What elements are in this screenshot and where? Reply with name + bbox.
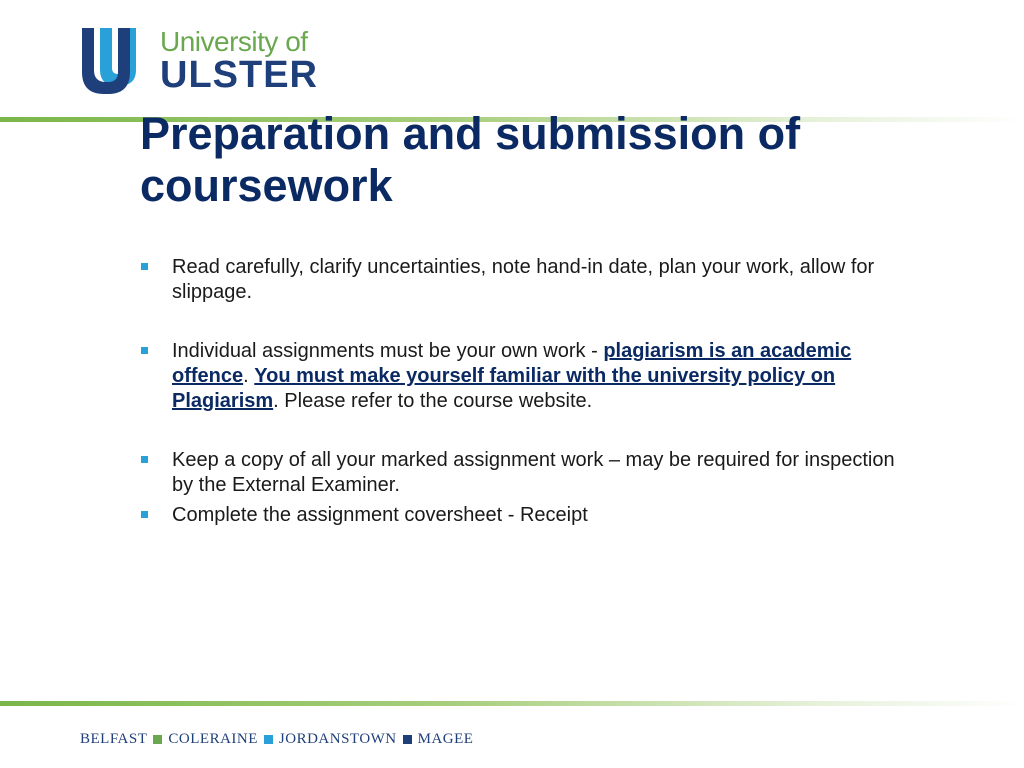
campus-jordanstown: JORDANSTOWN bbox=[278, 731, 397, 747]
bullet-text: . Please refer to the course website. bbox=[273, 390, 593, 412]
bullet-item bbox=[140, 255, 900, 305]
campus-separator-square-icon bbox=[264, 735, 273, 744]
bullet-text: Individual assignments must be your own work - bbox=[172, 340, 604, 362]
university-logo-mark bbox=[80, 28, 150, 94]
bullet-text: Read carefully, clarify uncertainties, note hand-in date, plan your work, allow for slippage. bbox=[172, 256, 875, 303]
footer-divider bbox=[0, 701, 1024, 706]
campus-separator-square-icon bbox=[153, 735, 162, 744]
logo-text-ulster: ULSTER bbox=[160, 54, 318, 96]
logo-text-university-of: University of bbox=[160, 26, 308, 57]
campus-separator-square-icon bbox=[403, 735, 412, 744]
bullet-text: . bbox=[243, 365, 255, 387]
bullet-text: Keep a copy of all your marked assignment work – may be required for inspection by the External Examiner. bbox=[172, 449, 895, 496]
bullet-square-icon bbox=[141, 263, 148, 270]
bullet-item bbox=[140, 503, 900, 528]
campus-magee: MAGEE bbox=[417, 731, 474, 747]
bullet-list bbox=[140, 255, 900, 528]
plagiarism-policy-link[interactable]: You must make yourself familiar with the university policy on Plagiarism bbox=[172, 365, 836, 412]
bullet-square-icon bbox=[141, 511, 148, 518]
slide-title: Preparation and submission of coursework bbox=[140, 108, 801, 211]
bullet-item bbox=[140, 339, 900, 414]
campus-belfast: BELFAST bbox=[80, 731, 148, 747]
bullet-item bbox=[140, 448, 900, 498]
campus-coleraine: COLERAINE bbox=[168, 731, 258, 747]
plagiarism-offence-link[interactable]: plagiarism is an academic offence bbox=[172, 340, 852, 387]
campus-list bbox=[80, 731, 473, 748]
bullet-square-icon bbox=[141, 456, 148, 463]
bullet-square-icon bbox=[141, 347, 148, 354]
bullet-text: Complete the assignment coversheet - Receipt bbox=[172, 504, 588, 526]
university-logo bbox=[80, 26, 320, 96]
